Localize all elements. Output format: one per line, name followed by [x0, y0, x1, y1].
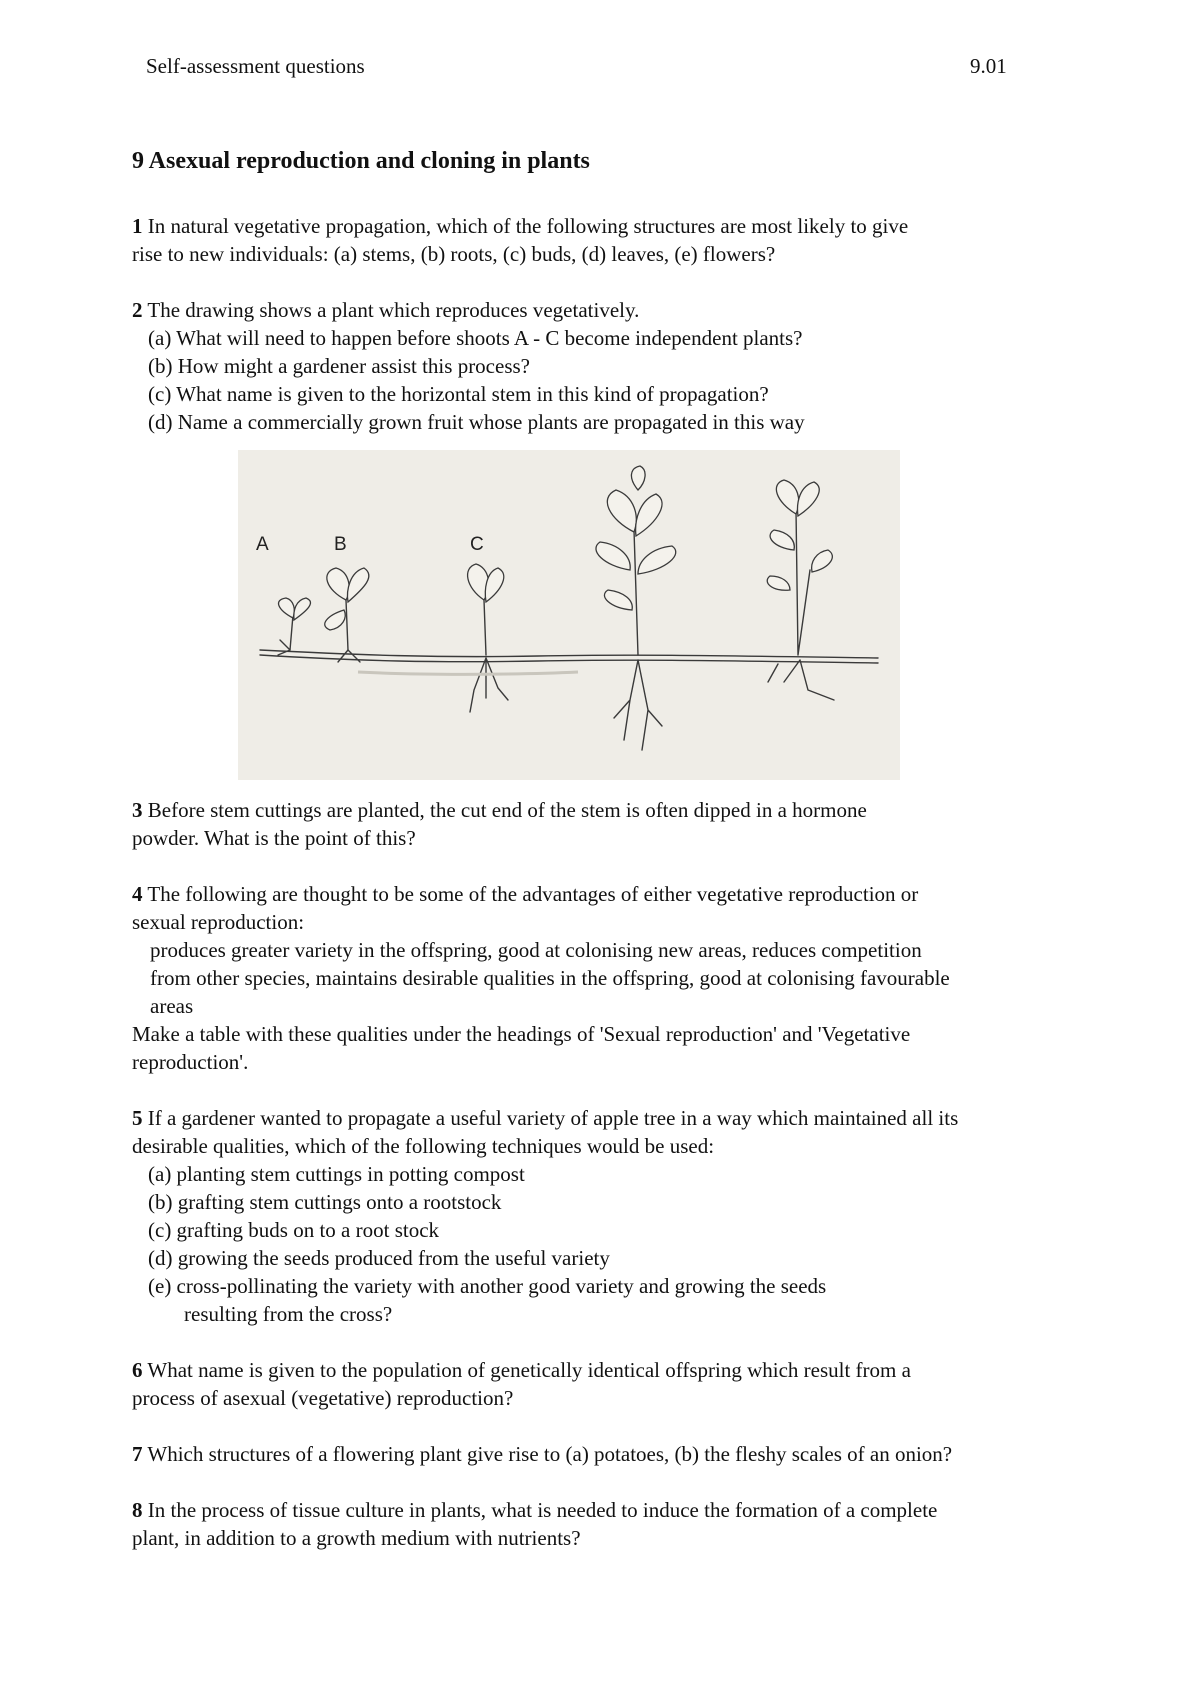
option-d: (d) growing the seeds produced from the useful variety	[148, 1246, 610, 1270]
label-a: A	[256, 534, 269, 555]
question-text: Make a table with these qualities under the headings of 'Sexual reproduction' and 'Vegetative	[132, 1022, 911, 1046]
option-e-continued: resulting from the cross?	[184, 1302, 393, 1326]
question-number: 5	[132, 1106, 143, 1130]
question-number: 1	[132, 214, 143, 238]
question-4	[132, 880, 1092, 1076]
option-a: (a) planting stem cuttings in potting compost	[148, 1162, 525, 1186]
question-3	[132, 796, 1092, 852]
label-c: C	[470, 534, 484, 555]
question-5	[132, 1104, 1092, 1328]
question-7	[132, 1440, 1092, 1468]
runner-plant-illustration	[238, 450, 900, 780]
qualities-list: areas	[150, 994, 194, 1018]
question-text: What name is given to the population of genetically identical offspring which result from a	[147, 1358, 911, 1382]
question-text: process of asexual (vegetative) reproduction?	[132, 1386, 514, 1410]
question-number: 6	[132, 1358, 143, 1382]
shoot-b	[325, 568, 369, 662]
sub-question-a: (a) What will need to happen before shoots A - C become independent plants?	[148, 326, 803, 350]
running-header-title: Self-assessment questions	[146, 54, 365, 78]
option-b: (b) grafting stem cuttings onto a rootstock	[148, 1190, 502, 1214]
older-plantlet	[767, 480, 834, 700]
question-text: rise to new individuals: (a) stems, (b) roots, (c) buds, (d) leaves, (e) flowers?	[132, 242, 776, 266]
running-header-page-number: 9.01	[970, 54, 1007, 78]
question-number: 8	[132, 1498, 143, 1522]
question-text: desirable qualities, which of the following techniques would be used:	[132, 1134, 715, 1158]
question-text: If a gardener wanted to propagate a useful variety of apple tree in a way which maintained all its	[147, 1106, 959, 1130]
question-text: reproduction'.	[132, 1050, 249, 1074]
qualities-list: from other species, maintains desirable qualities in the offspring, good at colonising favourable	[150, 966, 950, 990]
shoot-a	[278, 598, 310, 655]
option-c: (c) grafting buds on to a root stock	[148, 1218, 440, 1242]
question-text: Which structures of a flowering plant give rise to (a) potatoes, (b) the fleshy scales of an onion?	[147, 1442, 953, 1466]
sub-question-b: (b) How might a gardener assist this process?	[148, 354, 530, 378]
parent-plant	[596, 466, 676, 750]
question-text: Before stem cuttings are planted, the cut end of the stem is often dipped in a hormone	[147, 798, 867, 822]
shoot-c	[468, 564, 508, 712]
question-number: 3	[132, 798, 143, 822]
question-text: The following are thought to be some of the advantages of either vegetative reproduction or	[147, 882, 919, 906]
question-number: 4	[132, 882, 143, 906]
question-2	[132, 296, 1092, 436]
question-text: plant, in addition to a growth medium with nutrients?	[132, 1526, 581, 1550]
question-text: In the process of tissue culture in plants, what is needed to induce the formation of a complete	[147, 1498, 938, 1522]
question-text: sexual reproduction:	[132, 910, 305, 934]
question-number: 2	[132, 298, 143, 322]
sub-question-d: (d) Name a commercially grown fruit whose plants are propagated in this way	[148, 410, 805, 434]
label-b: B	[334, 534, 347, 555]
question-number: 7	[132, 1442, 143, 1466]
page-title: 9 Asexual reproduction and cloning in plants	[132, 148, 590, 174]
question-6	[132, 1356, 1092, 1412]
qualities-list: produces greater variety in the offspring, good at colonising new areas, reduces competition	[150, 938, 922, 962]
question-text: In natural vegetative propagation, which of the following structures are most likely to give	[147, 214, 909, 238]
question-text: The drawing shows a plant which reproduces vegetatively.	[147, 298, 640, 322]
option-e: (e) cross-pollinating the variety with another good variety and growing the seeds	[148, 1274, 827, 1298]
question-text: powder. What is the point of this?	[132, 826, 416, 850]
sub-question-c: (c) What name is given to the horizontal stem in this kind of propagation?	[148, 382, 769, 406]
runner-plant-drawing	[238, 450, 900, 780]
question-8	[132, 1496, 1092, 1552]
question-1	[132, 212, 1092, 268]
